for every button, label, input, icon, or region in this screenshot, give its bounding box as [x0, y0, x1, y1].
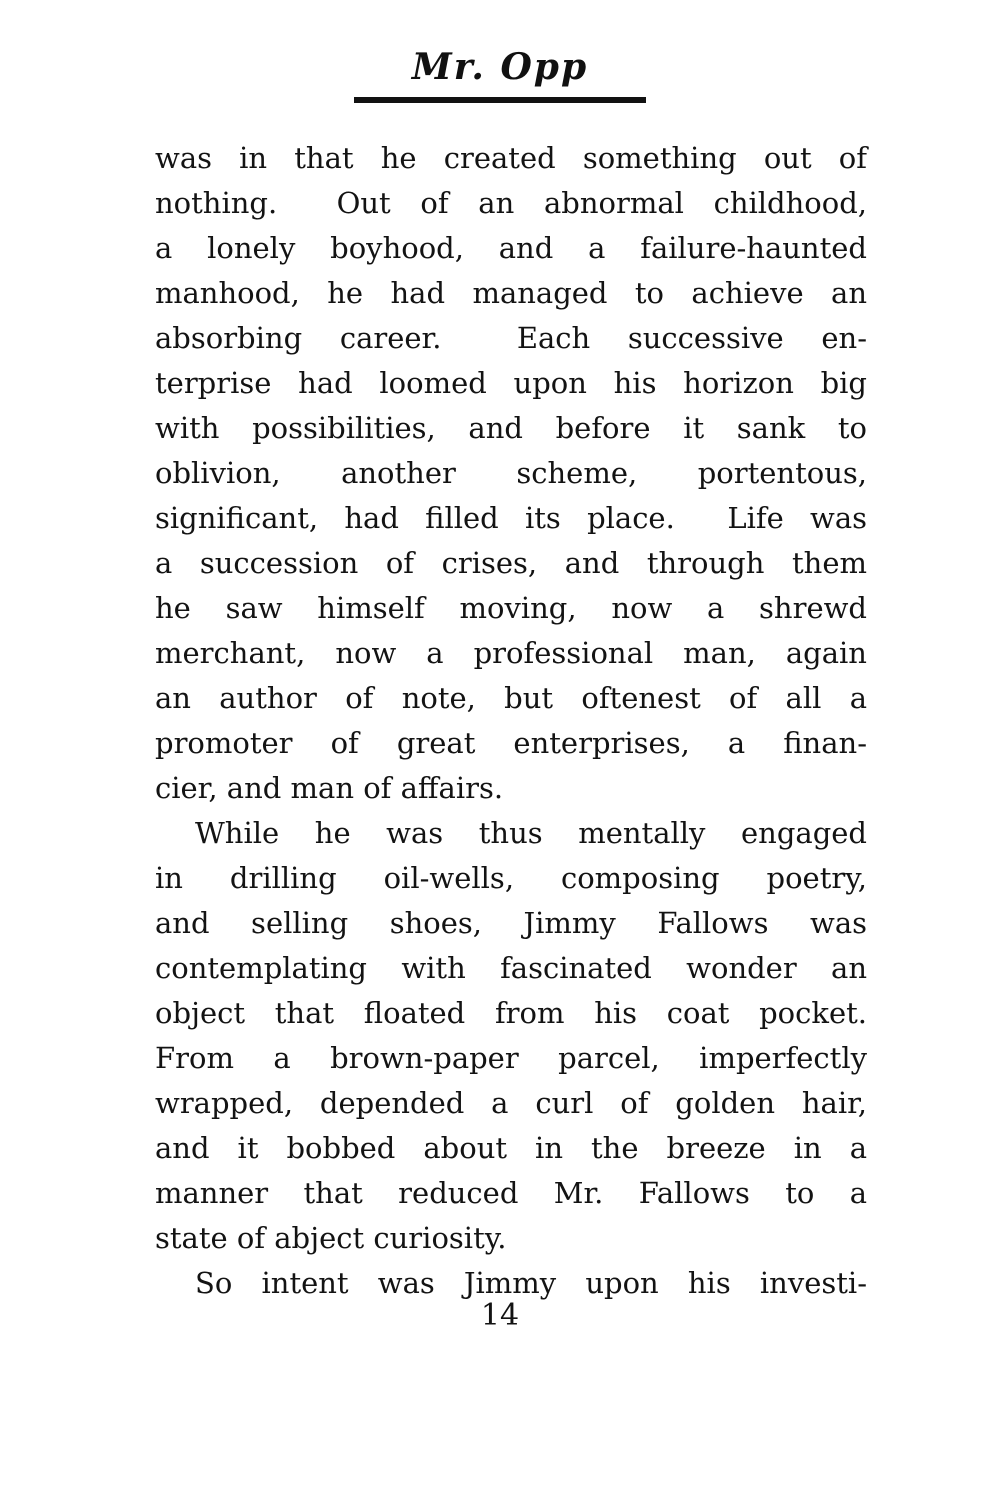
- text-line: From a brown-paper parcel, imperfectly: [155, 1041, 867, 1075]
- text-line: and it bobbed about in the breeze in a: [155, 1131, 867, 1165]
- text-line: manner that reduced Mr. Fallows to a: [155, 1176, 867, 1210]
- text-line: a lonely boyhood, and a failure-haunted: [155, 231, 867, 265]
- text-line: cier, and man of affairs.: [155, 771, 504, 805]
- text-line: in drilling oil-wells, composing poetry,: [155, 861, 867, 895]
- text-line: nothing. Out of an abnormal childhood,: [155, 186, 867, 220]
- text-line: promoter of great enterprises, a finan-: [155, 726, 867, 760]
- text-line: an author of note, but oftenest of all a: [155, 681, 867, 715]
- text-line: with possibilities, and before it sank to: [155, 411, 867, 445]
- text-line: significant, had filled its place. Life was: [155, 501, 867, 535]
- text-line: and selling shoes, Jimmy Fallows was: [155, 906, 867, 940]
- text-line: object that floated from his coat pocket.: [155, 996, 867, 1030]
- text-line: absorbing career. Each successive en-: [155, 321, 867, 355]
- text-line: he saw himself moving, now a shrewd: [155, 591, 867, 625]
- text-line: contemplating with fascinated wonder an: [155, 951, 867, 985]
- text-line: So intent was Jimmy upon his investi-: [195, 1266, 867, 1300]
- text-line: was in that he created something out of: [155, 141, 867, 175]
- header-rule-divider: [354, 97, 646, 103]
- text-line: merchant, now a professional man, again: [155, 636, 867, 670]
- page-text: [155, 136, 867, 1306]
- text-line: While he was thus mentally engaged: [195, 816, 867, 850]
- running-head-title: Mr. Opp: [411, 46, 589, 88]
- text-line: state of abject curiosity.: [155, 1221, 507, 1255]
- text-line: manhood, he had managed to achieve an: [155, 276, 867, 310]
- text-line: oblivion, another scheme, portentous,: [155, 456, 867, 490]
- running-head: [0, 46, 1000, 103]
- text-line: a succession of crises, and through them: [155, 546, 867, 580]
- text-line: terprise had loomed upon his horizon big: [155, 366, 867, 400]
- page-number: 14: [480, 1298, 520, 1333]
- text-line: wrapped, depended a curl of golden hair,: [155, 1086, 867, 1120]
